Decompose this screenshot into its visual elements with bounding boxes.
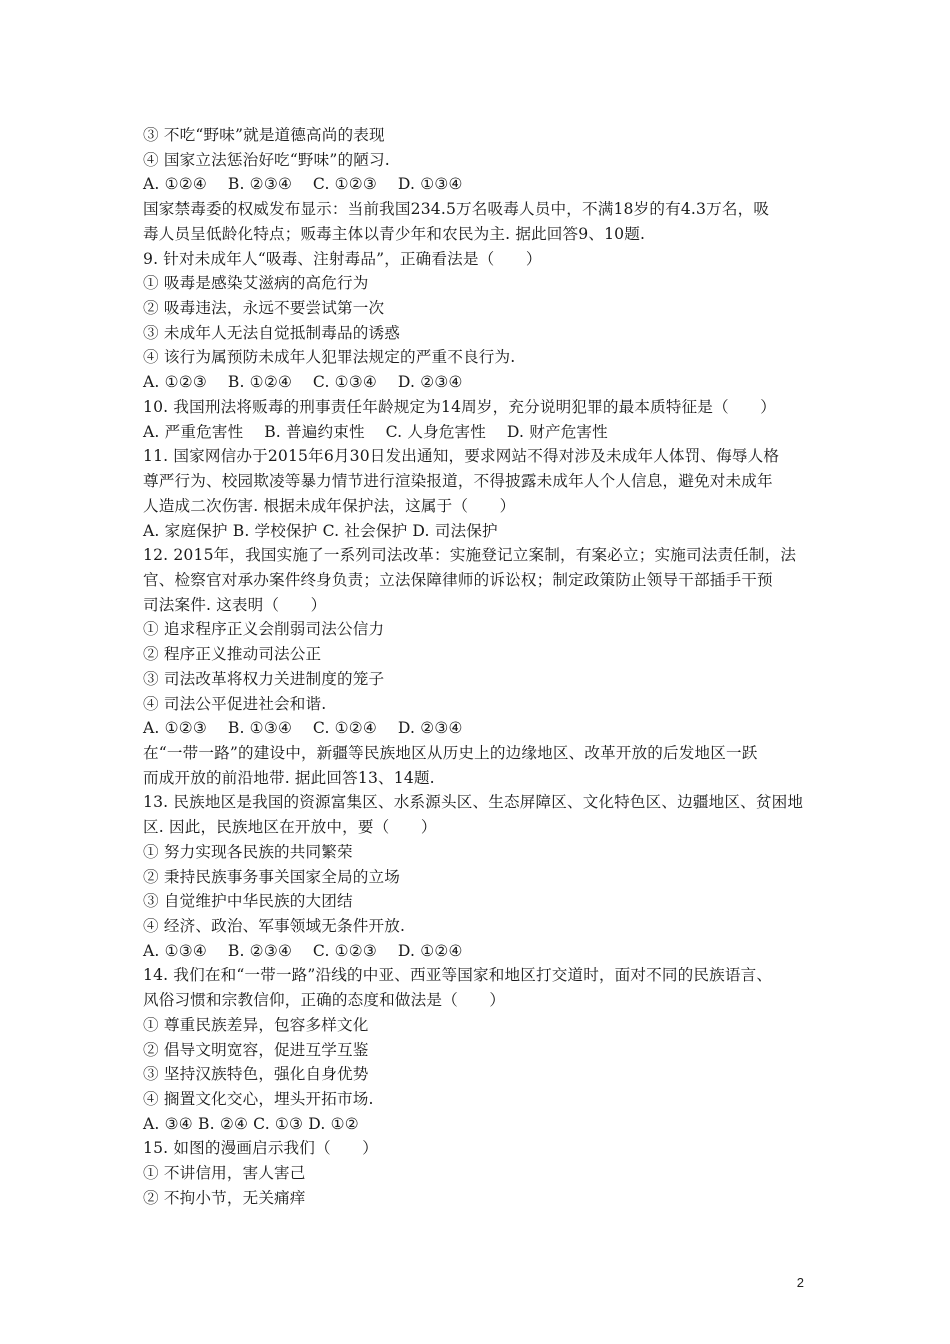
text-line: 区. 因此，民族地区在开放中，要（ ） xyxy=(143,818,437,837)
text-line: 9. 针对未成年人“吸毒、注射毒品”，正确看法是（ ） xyxy=(143,249,542,268)
text-line: 而成开放的前沿地带. 据此回答13、14题. xyxy=(143,768,435,787)
text-line: ① 尊重民族差异，包容多样文化 xyxy=(143,1015,369,1034)
text-line: ② 不拘小节，无关痛痒 xyxy=(143,1188,306,1207)
text-line: 15. 如图的漫画启示我们（ ） xyxy=(143,1139,379,1158)
text-line: A. 家庭保护 B. 学校保护 C. 社会保护 D. 司法保护 xyxy=(143,521,498,540)
text-line: A. ①②③ B. ①③④ C. ①②④ D. ②③④ xyxy=(143,719,463,738)
text-line: 13. 民族地区是我国的资源富集区、水系源头区、生态屏障区、文化特色区、边疆地区、贫困地 xyxy=(143,793,804,812)
text-line: ① 追求程序正义会削弱司法公信力 xyxy=(143,620,385,639)
text-line: 14. 我们在和“一带一路”沿线的中亚、西亚等国家和地区打交道时，面对不同的民族语言、 xyxy=(143,966,773,985)
page-body xyxy=(143,123,823,1211)
text-line: ③ 自觉维护中华民族的大团结 xyxy=(143,892,353,911)
text-line: ④ 经济、政治、军事领域无条件开放. xyxy=(143,917,406,935)
text-line: 10. 我国刑法将贩毒的刑事责任年龄规定为14周岁，充分说明犯罪的最本质特征是（ ） xyxy=(143,397,777,416)
text-line: 官、检察官对承办案件终身负责；立法保障律师的诉讼权；制定政策防止领导干部插手干预 xyxy=(143,570,773,589)
text-line: 国家禁毒委的权威发布显示：当前我国234.5万名吸毒人员中，不满18岁的有4.3万名，吸 xyxy=(143,200,770,219)
text-line: ③ 不吃“野味”就是道德高尚的表现 xyxy=(143,126,385,144)
text-line: A. ①②③ B. ①②④ C. ①③④ D. ②③④ xyxy=(143,373,463,392)
text-line: 11. 国家网信办于2015年6月30日发出通知，要求网站不得对涉及未成年人体罚、侮辱人格 xyxy=(143,447,780,466)
text-line: ③ 坚持汉族特色，强化自身优势 xyxy=(143,1065,369,1084)
text-line: ④ 该行为属预防未成年人犯罪法规定的严重不良行为. xyxy=(143,348,516,367)
text-line: ③ 未成年人无法自觉抵制毒品的诱惑 xyxy=(143,323,401,342)
text-line: ② 秉持民族事务事关国家全局的立场 xyxy=(143,867,401,886)
text-line: 12. 2015年，我国实施了一系列司法改革：实施登记立案制，有案必立；实施司法责任制，法 xyxy=(143,546,797,565)
text-line: 尊严行为、校园欺凌等暴力情节进行渲染报道，不得披露未成年人个人信息，避免对未成年 xyxy=(143,472,773,491)
text-line: 司法案件. 这表明（ ） xyxy=(143,595,327,614)
text-line: ② 程序正义推动司法公正 xyxy=(143,645,322,664)
text-line: ② 吸毒违法，永远不要尝试第一次 xyxy=(143,299,385,318)
text-line: A. 严重危害性 B. 普遍约束性 C. 人身危害性 D. 财产危害性 xyxy=(143,422,608,441)
text-line: ① 吸毒是感染艾滋病的高危行为 xyxy=(143,274,369,293)
text-line: ④ 司法公平促进社会和谐. xyxy=(143,694,327,713)
text-line: ④ 搁置文化交心，埋头开拓市场. xyxy=(143,1090,374,1109)
text-line: 风俗习惯和宗教信仰，正确的态度和做法是（ ） xyxy=(143,991,506,1010)
text-line: ④ 国家立法惩治好吃“野味”的陋习. xyxy=(143,150,390,169)
text-line: 毒人员呈低龄化特点；贩毒主体以青少年和农民为主. 据此回答9、10题. xyxy=(143,224,646,243)
text-line: ② 倡导文明宽容，促进互学互鉴 xyxy=(143,1040,369,1059)
page-number: 2 xyxy=(796,1275,804,1290)
text-line: 在“一带一路”的建设中，新疆等民族地区从历史上的边缘地区、改革开放的后发地区一跃 xyxy=(143,743,758,762)
text-line: A. ①②④ B. ②③④ C. ①②③ D. ①③④ xyxy=(143,175,463,194)
text-line: 人造成二次伤害. 根据未成年保护法，这属于（ ） xyxy=(143,496,516,515)
text-line: A. ③④ B. ②④ C. ①③ D. ①② xyxy=(143,1114,359,1133)
text-line: A. ①③④ B. ②③④ C. ①②③ D. ①②④ xyxy=(143,941,463,960)
text-line: ① 不讲信用，害人害己 xyxy=(143,1164,306,1183)
text-line: ① 努力实现各民族的共同繁荣 xyxy=(143,842,353,861)
text-line: ③ 司法改革将权力关进制度的笼子 xyxy=(143,669,385,688)
